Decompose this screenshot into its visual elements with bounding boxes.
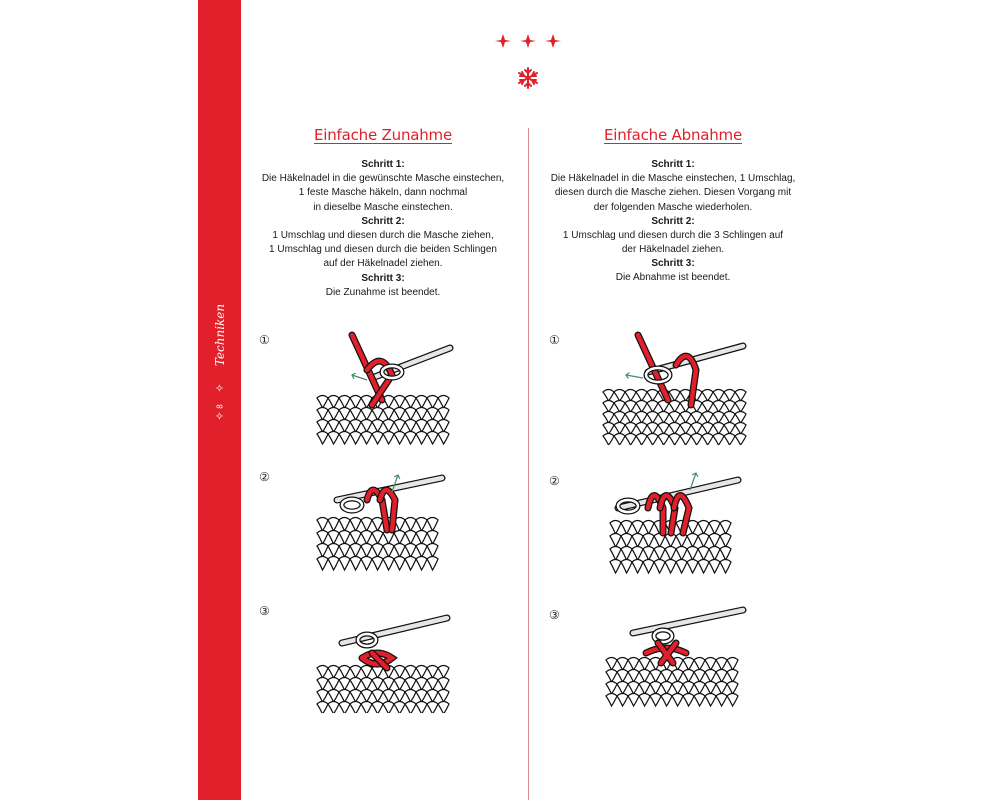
snowflake-icon bbox=[519, 68, 537, 88]
step-text: Die Häkelnadel in die gewünschte Masche einstechen, 1 feste Masche häkeln, dann nochmal in dieselbe Masche einstechen. bbox=[261, 173, 505, 213]
white-loop bbox=[342, 499, 362, 511]
sparkle-icon bbox=[545, 34, 561, 48]
crochet-hook-icon bbox=[633, 610, 743, 633]
step-heading: Schritt 3: bbox=[361, 272, 405, 284]
increase-illustration-1 bbox=[312, 330, 457, 445]
decrease-illustration-1 bbox=[598, 330, 750, 445]
step-heading: Schritt 3: bbox=[651, 258, 695, 270]
step-text: 1 Umschlag und diesen durch die Masche ziehen, 1 Umschlag und diesen durch die beiden Schlingen auf der Häkelnadel ziehen. bbox=[269, 229, 497, 270]
crochet-fabric bbox=[317, 518, 438, 571]
crochet-fabric bbox=[317, 666, 449, 714]
side-section-label: Techniken bbox=[212, 303, 227, 367]
increase-instructions bbox=[253, 126, 513, 300]
step-text: Die Zunahme ist beendet. bbox=[325, 286, 441, 298]
column-divider bbox=[528, 128, 529, 800]
step-text: 1 Umschlag und diesen durch die 3 Schlingen auf der Häkelnadel ziehen. bbox=[562, 229, 784, 256]
increase-illustration-3 bbox=[312, 598, 457, 713]
figure-number: ① bbox=[259, 333, 270, 347]
step-heading: Schritt 1: bbox=[651, 159, 695, 170]
figure-number: ③ bbox=[549, 608, 560, 622]
crochet-fabric bbox=[603, 390, 746, 446]
figure-number: ② bbox=[259, 470, 270, 484]
section-title: Einfache Abnahme bbox=[603, 126, 742, 144]
increase-illustration-2 bbox=[312, 470, 457, 580]
side-bar bbox=[198, 0, 241, 800]
figure-number: ① bbox=[549, 333, 560, 347]
sparkle-icon: ✧ bbox=[214, 383, 225, 395]
step-heading: Schritt 2: bbox=[361, 215, 405, 227]
step-heading: Schritt 1: bbox=[361, 159, 405, 170]
step-heading: Schritt 2: bbox=[651, 215, 695, 227]
decrease-illustration-3 bbox=[598, 598, 750, 710]
sparkle-icon bbox=[495, 34, 511, 48]
decrease-instructions bbox=[543, 126, 803, 286]
figure-number: ③ bbox=[259, 604, 270, 618]
direction-arrow-icon bbox=[625, 372, 643, 378]
sparkle-icon bbox=[520, 34, 536, 48]
direction-arrow-icon bbox=[351, 372, 367, 380]
step-text: Die Häkelnadel in die Masche einstechen, 1 Umschlag, diesen durch die Masche ziehen. Diesen Vorgang mit der folgenden Masche wiederholen. bbox=[550, 173, 796, 213]
top-ornament bbox=[0, 0, 1000, 100]
page-number: 8 bbox=[215, 404, 224, 409]
step-text: Die Abnahme ist beendet. bbox=[615, 272, 731, 284]
section-title: Einfache Zunahme bbox=[313, 126, 452, 144]
sparkle-icon: ✧ bbox=[214, 411, 225, 423]
figure-number: ② bbox=[549, 474, 560, 488]
decrease-illustration-2 bbox=[598, 468, 750, 578]
